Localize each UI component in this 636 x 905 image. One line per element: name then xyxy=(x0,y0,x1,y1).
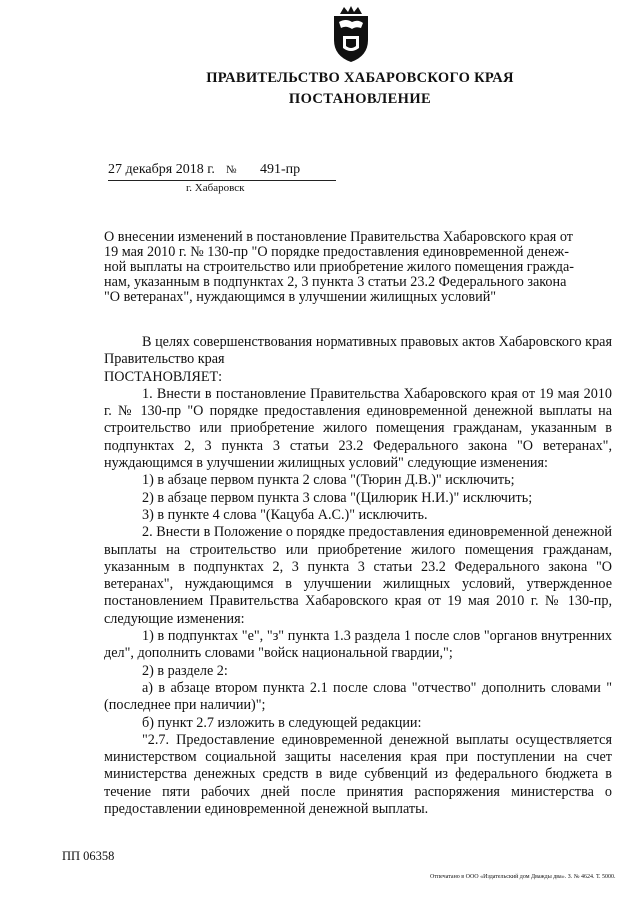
quoted-paragraph-2-7: "2.7. Предоставление единовременной денежной выплаты осуществляется министерством социальной защиты населения края при поступлении на счет министерства денежных средств в виде субвенций из федерального бюджета в течение пяти рабочих дней после принятия распоряжения министерства о предоставлении единовременной денежной выплаты. xyxy=(104,731,612,818)
subitem-2-2: 2) в разделе 2: xyxy=(142,662,228,679)
document-number: 491-пр xyxy=(260,162,301,177)
subject-line: "О ветеранах", нуждающимся в улучшении жилищных условий" xyxy=(104,289,497,305)
subitem-2-2-a: а) в абзаце втором пункта 2.1 после слова "отчество" дополнить словами "(последнее при наличии)"; xyxy=(104,679,612,714)
date-number-line xyxy=(108,162,336,181)
paragraph-item-1: 1. Внести в постановление Правительства Хабаровского края от 19 мая 2010 г. № 130-пр "О порядке предоставления единовременной денежной выплаты на строительство или приобретение жилого помещения гражданам, указанным в подпунктах 2, 3 пункта 3 статьи 23.2 Федерального закона "О ветеранах", нуждающимся в улучшении жилищных условий" следующие изменения: xyxy=(104,385,612,472)
document-date: 27 декабря 2018 г. xyxy=(108,162,215,177)
subitem-1-1: 1) в абзаце первом пункта 2 слова "(Тюрин Д.В.)" исключить; xyxy=(142,472,515,489)
document-type-title: ПОСТАНОВЛЕНИЕ xyxy=(288,91,432,107)
subitem-1-2: 2) в абзаце первом пункта 3 слова "(Цилюрик Н.И.)" исключить; xyxy=(142,489,533,506)
subitem-2-2-b: б) пункт 2.7 изложить в следующей редакции: xyxy=(142,714,422,731)
subject-line: нам, указанным в подпунктах 2, 3 пункта 3 статьи 23.2 Федерального закона xyxy=(104,274,567,290)
subitem-2-1: 1) в подпунктах "е", "з" пункта 1.3 раздела 1 после слов "органов внутренних дел", дополнить словами "войск национальной гвардии,"; xyxy=(104,628,612,662)
subject-line: ной выплаты на строительство или приобретение жилого помещения гражда- xyxy=(104,259,575,275)
resolves-heading: ПОСТАНОВЛЯЕТ: xyxy=(104,368,223,385)
organization-title: ПРАВИТЕЛЬСТВО ХАБАРОВСКОГО КРАЯ xyxy=(206,70,514,86)
form-code: ПП 06358 xyxy=(62,849,115,863)
document-body xyxy=(104,334,612,818)
subject-line: О внесении изменений в постановление Правительства Хабаровского края от xyxy=(104,229,573,245)
number-label: № xyxy=(226,164,237,176)
printer-imprint: Отпечатано в ООО «Издательский дом Дважды два». З. № 4624. Т. 5000. xyxy=(430,874,616,880)
paragraph-item-2: 2. Внести в Положение о порядке предоставления единовременной денежной выплаты на строительство или приобретение жилого помещения гражданам, указанным в подпунктах 2, 3 пункта 3 статьи 23.2 Федерального закона "О ветеранах", нуждающимся в улучшении жилищных условий, утвержденное постановлением Правительства Хабаровского края от 19 мая 2010 г. № 130-пр, следующие изменения: xyxy=(104,524,612,627)
subject-line: 19 мая 2010 г. № 130-пр "О порядке предоставления единовременной денеж- xyxy=(104,244,569,260)
document-subject xyxy=(104,230,609,305)
city-label: г. Хабаровск xyxy=(186,182,245,194)
subitem-1-3: 3) в пункте 4 слова "(Кацуба А.С.)" исключить. xyxy=(142,506,428,523)
khabarovsk-coat-of-arms-icon xyxy=(326,4,376,64)
preamble-paragraph: В целях совершенствования нормативных правовых актов Хабаровского края Правительство края xyxy=(104,334,612,368)
